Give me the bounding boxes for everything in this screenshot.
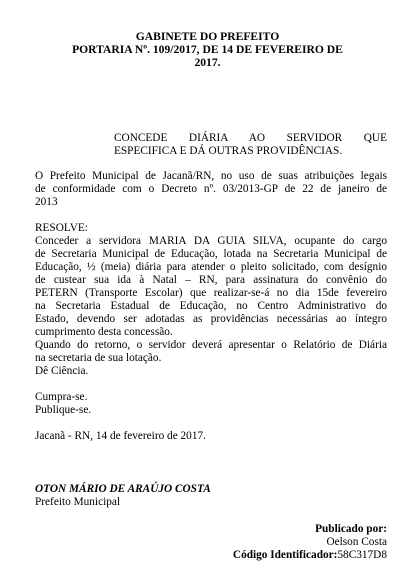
body-line: na secretaria de sua lotação. xyxy=(35,352,162,364)
identifier-label: Código Identificador: xyxy=(232,549,338,561)
body-line: Quando do retorno, o servidor deverá apresentar o Relatório de Diária xyxy=(35,339,387,351)
place-date: Jacanã - RN, 14 de fevereiro de 2017. xyxy=(35,430,206,442)
body-line: Educação, ½ (meia) diária para atender o pleito solicitado, com desígnio xyxy=(35,261,387,273)
published-by-label: Publicado por: xyxy=(315,523,387,535)
closing-line: Publique-se. xyxy=(35,404,92,416)
body-line: na Secretaria Estadual de Educação, no Centro Administrativo do xyxy=(35,300,387,312)
ordinance-title-line: PORTARIA Nº. 109/2017, DE 14 DE FEVEREIRO DE xyxy=(72,43,343,56)
body-line: cumprimento desta concessão. xyxy=(35,326,173,338)
summary-line: ESPECIFICA E DÁ OUTRAS PROVIDÊNCIAS. xyxy=(114,145,343,157)
ordinance-title-line: 2017. xyxy=(194,56,221,69)
body-line: Dê Ciência. xyxy=(35,365,89,377)
identifier-value: 58C317D8 xyxy=(337,549,387,561)
body-line: de custear sua ida à Natal – RN, para assinatura do convênio do xyxy=(35,274,387,286)
body-line: de Secretaria Municipal de Educação, lotada na Secretaria Municipal de xyxy=(35,248,387,260)
ordinance-title xyxy=(30,43,385,69)
summary-line: CONCEDE DIÁRIA AO SERVIDOR QUE xyxy=(114,132,387,144)
body-text: Conceder a servidora MARIA DA GUIA SILVA, ocupante do cargo xyxy=(35,235,387,247)
body-line: PETERN (Transporte Escolar) que realizar-se-á no dia 15de fevereiro xyxy=(35,287,387,299)
office-heading: GABINETE DO PREFEITO xyxy=(135,30,280,43)
publisher-name: Oelson Costa xyxy=(326,536,387,548)
closing-line: Cumpra-se. xyxy=(35,391,88,403)
signer-name: OTON MÁRIO DE ARAÚJO COSTA xyxy=(35,483,211,495)
signer-title: Prefeito Municipal xyxy=(35,496,121,508)
preamble-line: de conformidade com o Decreto nº. 03/2013-GP de 22 de janeiro de xyxy=(35,183,387,195)
preamble-line: O Prefeito Municipal de Jacanã/RN, no uso de suas atribuições legais xyxy=(35,170,387,182)
body-line: Estado, devendo ser adotadas as providências necessárias ao íntegro xyxy=(35,313,387,325)
identifier-line xyxy=(233,549,387,562)
preamble-line: 2013 xyxy=(35,196,58,208)
resolve-label: RESOLVE: xyxy=(35,222,88,234)
body-line xyxy=(35,235,387,248)
